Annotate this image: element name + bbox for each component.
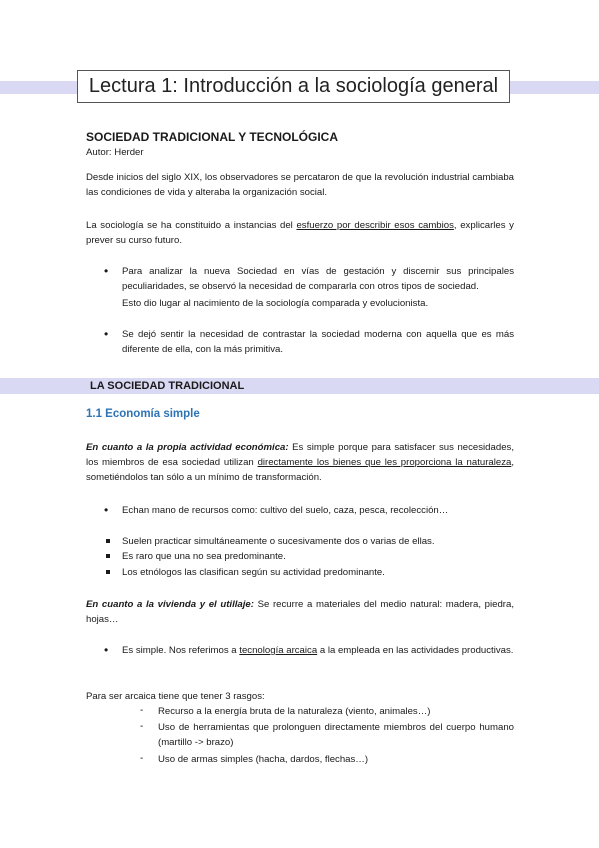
bullet-continuation: Esto dio lugar al nacimiento de la sociología comparada y evolucionista. — [122, 298, 429, 309]
paragraph-intro: Desde inicios del siglo XIX, los observadores se percataron de que la revolución industrial cambiaba las condiciones de vida y alteraba la organización social. — [86, 172, 514, 198]
paragraph-text: Se recurre a materiales del medio natural: madera, piedra, hojas… — [86, 599, 514, 625]
bullet-item: Para analizar la nueva Sociedad en vías de gestación y discernir sus principales peculiaridades, se observó la necesidad de compararla con otros tipos de sociedad. — [122, 266, 514, 292]
square-bullet-icon — [106, 539, 110, 543]
paragraph-economy — [86, 440, 514, 485]
underlined-text: esfuerzo por describir esos cambios — [296, 220, 454, 231]
paragraph-text: , explicarles y prever su curso futuro. — [86, 220, 514, 246]
dash-bullet-icon: - — [140, 705, 144, 716]
paragraph-housing — [86, 597, 514, 627]
subsection-heading: 1.1 Economía simple — [86, 408, 200, 420]
lead-text: En cuanto a la vivienda y el utillaje: — [86, 599, 254, 610]
bullet-item: Echan mano de recursos como: cultivo del suelo, caza, pesca, recolección… — [122, 505, 449, 516]
square-bullet-icon — [106, 570, 110, 574]
section-heading: LA SOCIEDAD TRADICIONAL — [90, 380, 245, 392]
paragraph-text: Es simple porque para satisfacer sus necesidades, los miembros de esa sociedad utilizan — [86, 442, 514, 468]
paragraph-text: La sociología se ha constituido a instancias del — [86, 220, 297, 231]
document-heading: SOCIEDAD TRADICIONAL Y TECNOLÓGICA — [86, 130, 339, 144]
bullet-icon: • — [104, 327, 109, 341]
bullet-icon: • — [104, 643, 109, 657]
paragraph-text: , sometiéndolos tan sólo a un mínimo de transformación. — [86, 457, 515, 483]
bullet-item — [122, 643, 514, 658]
lead-text: En cuanto a la propia actividad económica: — [86, 442, 289, 453]
bullet-icon: • — [104, 264, 109, 278]
bullet-item: Se dejó sentir la necesidad de contrastar la sociedad moderna con aquella que es más diferente de ella, con la más primitiva. — [122, 329, 514, 355]
square-item: Los etnólogos las clasifican según su actividad predominante. — [122, 567, 385, 578]
dash-item: Uso de armas simples (hacha, dardos, flechas…) — [158, 754, 369, 765]
bullet-icon: • — [104, 503, 109, 517]
paragraph-traits: Para ser arcaica tiene que tener 3 rasgos: — [86, 691, 265, 702]
square-item: Suelen practicar simultáneamente o sucesivamente dos o varias de ellas. — [122, 536, 435, 547]
dash-bullet-icon: - — [140, 721, 144, 732]
paragraph-sociology — [86, 218, 514, 248]
underlined-text: directamente los bienes que les proporciona la naturaleza — [257, 457, 512, 468]
author-line: Autor: Herder — [86, 147, 144, 158]
page-title: Lectura 1: Introducción a la sociología general — [77, 70, 510, 103]
square-bullet-icon — [106, 554, 110, 558]
paragraph-text: a la empleada en las actividades productivas. — [317, 645, 514, 656]
underlined-text: tecnología arcaica — [239, 645, 318, 656]
paragraph-text: Es simple. Nos referimos a — [122, 645, 240, 656]
dash-item: Uso de herramientas que prolonguen directamente miembros del cuerpo humano (martillo -> brazo) — [158, 722, 514, 748]
dash-bullet-icon: - — [140, 753, 144, 764]
dash-item: Recurso a la energía bruta de la naturaleza (viento, animales…) — [158, 706, 431, 717]
square-item: Es raro que una no sea predominante. — [122, 551, 286, 562]
